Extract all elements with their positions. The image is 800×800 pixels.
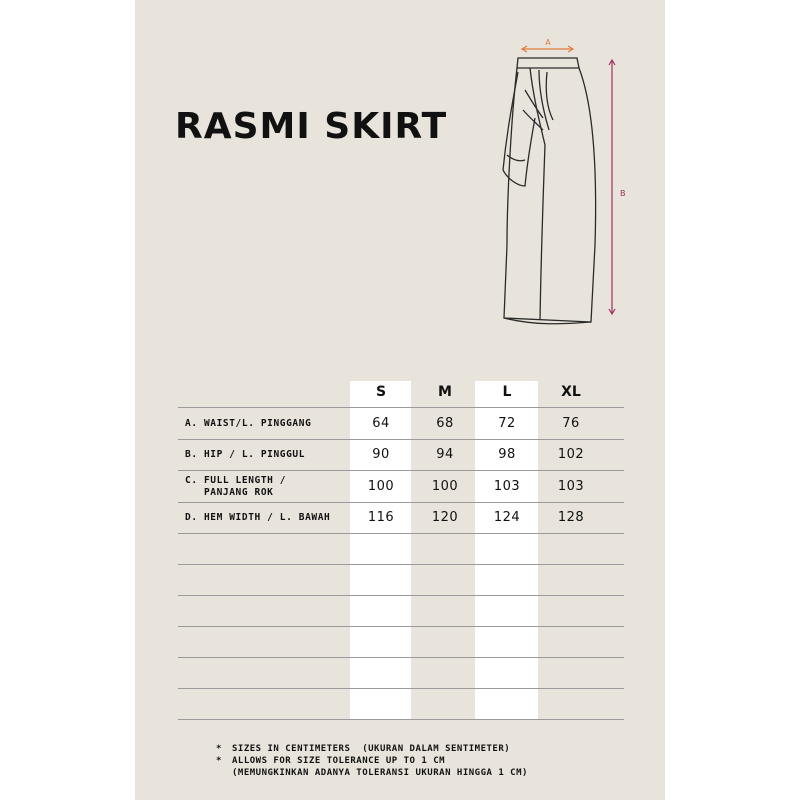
table-rule	[178, 688, 624, 689]
measure-b-label: B	[620, 189, 626, 198]
table-cell: 94	[436, 447, 454, 462]
header-l: L	[502, 384, 512, 400]
footnote-tolerance: ALLOWS FOR SIZE TOLERANCE UP TO 1 CM	[232, 756, 446, 766]
table-rule	[178, 626, 624, 627]
table-rule	[178, 470, 624, 471]
table-rule	[178, 719, 624, 720]
table-cell: 103	[493, 479, 521, 494]
header-m: M	[438, 384, 452, 400]
column-l-bg	[475, 381, 538, 719]
table-rule	[178, 595, 624, 596]
table-rule	[178, 407, 624, 408]
measure-a-label: A	[545, 38, 551, 47]
table-rule	[178, 439, 624, 440]
table-cell: 116	[367, 510, 395, 525]
footnote-star: *	[216, 744, 222, 754]
table-rule	[178, 533, 624, 534]
table-cell: 72	[498, 416, 516, 431]
table-cell: 120	[431, 510, 459, 525]
footnote-star: *	[216, 756, 222, 766]
row-label-hem-width: D. HEM WIDTH / L. BAWAH	[185, 512, 331, 523]
table-rule	[178, 502, 624, 503]
table-cell: 102	[557, 447, 585, 462]
row-label-hip: B. HIP / L. PINGGUL	[185, 449, 306, 460]
table-cell: 128	[557, 510, 585, 525]
table-rule	[178, 564, 624, 565]
table-cell: 76	[562, 416, 580, 431]
table-cell: 124	[493, 510, 521, 525]
table-cell: 100	[367, 479, 395, 494]
row-label-full-length: C. FULL LENGTH / PANJANG ROK	[185, 475, 287, 498]
header-s: S	[375, 384, 387, 400]
table-cell: 103	[557, 479, 585, 494]
footnote-tolerance-id: (MEMUNGKINKAN ADANYA TOLERANSI UKURAN HINGGA 1 CM)	[232, 768, 528, 778]
header-xl: XL	[561, 384, 581, 400]
measure-b-arrow	[609, 60, 615, 314]
table-cell: 100	[431, 479, 459, 494]
column-s-bg	[350, 381, 411, 719]
row-label-waist: A. WAIST/L. PINGGANG	[185, 418, 312, 429]
page-title: RASMI SKIRT	[175, 106, 448, 147]
table-cell: 68	[436, 416, 454, 431]
table-cell: 98	[498, 447, 516, 462]
table-rule	[178, 657, 624, 658]
size-chart-card	[135, 0, 665, 800]
table-cell: 90	[372, 447, 390, 462]
table-cell: 64	[372, 416, 390, 431]
skirt-sketch	[135, 0, 665, 340]
footnote-units: SIZES IN CENTIMETERS (UKURAN DALAM SENTIMETER)	[232, 744, 511, 754]
